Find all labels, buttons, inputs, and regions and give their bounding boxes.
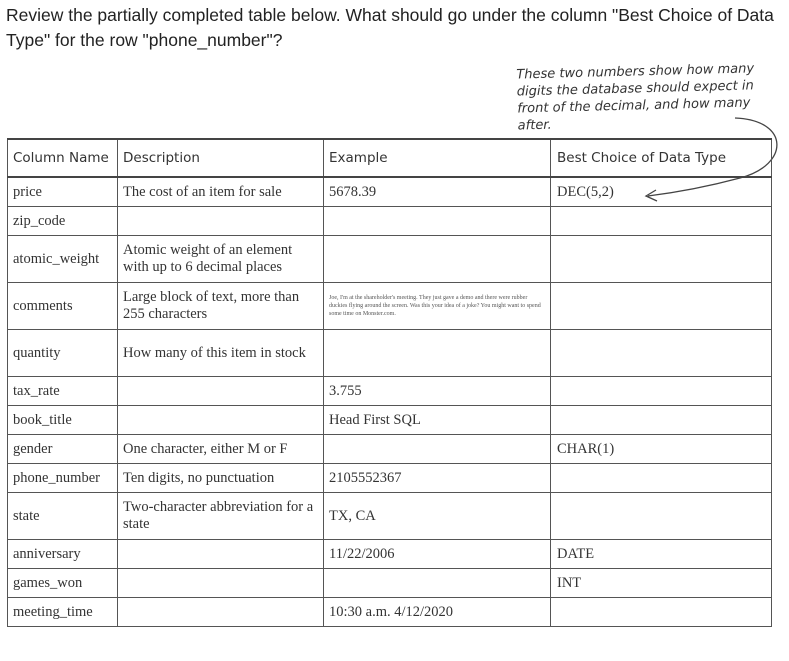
cell-data-type [551,236,772,283]
cell-example: Joe, I'm at the shareholder's meeting. They just gave a demo and there were rubber duckies flying around the screen. Was this your idea of a joke? You might want to spend some time on Monster.com. [324,283,551,330]
table-header-row [8,139,772,177]
cell-data-type: DEC(5,2) [551,177,772,207]
cell-description [118,540,324,569]
table-row [8,569,772,598]
cell-data-type: CHAR(1) [551,435,772,464]
cell-example [324,569,551,598]
cell-description [118,598,324,627]
cell-description: Large block of text, more than 255 characters [118,283,324,330]
cell-column-name: state [8,493,118,540]
question-text: Review the partially completed table below. What should go under the column "Best Choice of Data Type" for the row "phone_number"? [6,5,774,50]
table-row [8,377,772,406]
cell-column-name: phone_number [8,464,118,493]
cell-example: 11/22/2006 [324,540,551,569]
cell-data-type: DATE [551,540,772,569]
cell-column-name: anniversary [8,540,118,569]
cell-data-type [551,283,772,330]
cell-data-type [551,464,772,493]
cell-example: 2105552367 [324,464,551,493]
cell-description: One character, either M or F [118,435,324,464]
table-row [8,406,772,435]
table-row [8,236,772,283]
table-row [8,177,772,207]
table-row [8,283,772,330]
cell-description [118,207,324,236]
cell-column-name: zip_code [8,207,118,236]
table-row [8,540,772,569]
cell-column-name: tax_rate [8,377,118,406]
handwritten-annotation: These two numbers show how many digits the database should expect in front of the decimal, and how many after. [516,61,755,134]
cell-example: Head First SQL [324,406,551,435]
cell-description: The cost of an item for sale [118,177,324,207]
cell-column-name: gender [8,435,118,464]
cell-column-name: quantity [8,330,118,377]
table-row [8,493,772,540]
cell-data-type [551,207,772,236]
cell-example [324,435,551,464]
cell-example: 10:30 a.m. 4/12/2020 [324,598,551,627]
table-row [8,330,772,377]
header-description: Description [118,139,324,177]
cell-example: TX, CA [324,493,551,540]
cell-description: Ten digits, no punctuation [118,464,324,493]
header-example: Example [324,139,551,177]
cell-data-type: INT [551,569,772,598]
cell-example: 5678.39 [324,177,551,207]
table-row [8,435,772,464]
cell-data-type [551,493,772,540]
cell-data-type [551,406,772,435]
cell-example [324,207,551,236]
cell-column-name: meeting_time [8,598,118,627]
header-column-name: Column Name [8,139,118,177]
cell-description [118,377,324,406]
cell-data-type [551,598,772,627]
cell-example [324,236,551,283]
cell-column-name: book_title [8,406,118,435]
cell-description: Atomic weight of an element with up to 6 decimal places [118,236,324,283]
cell-data-type [551,330,772,377]
data-type-table [7,138,772,627]
cell-example: 3.755 [324,377,551,406]
header-data-type: Best Choice of Data Type [551,139,772,177]
cell-example [324,330,551,377]
cell-description: How many of this item in stock [118,330,324,377]
cell-column-name: games_won [8,569,118,598]
table-row [8,598,772,627]
table-row [8,207,772,236]
cell-column-name: price [8,177,118,207]
cell-data-type [551,377,772,406]
table-row-phone-number [8,464,772,493]
cell-description [118,569,324,598]
cell-column-name: atomic_weight [8,236,118,283]
cell-column-name: comments [8,283,118,330]
cell-description: Two-character abbreviation for a state [118,493,324,540]
cell-description [118,406,324,435]
